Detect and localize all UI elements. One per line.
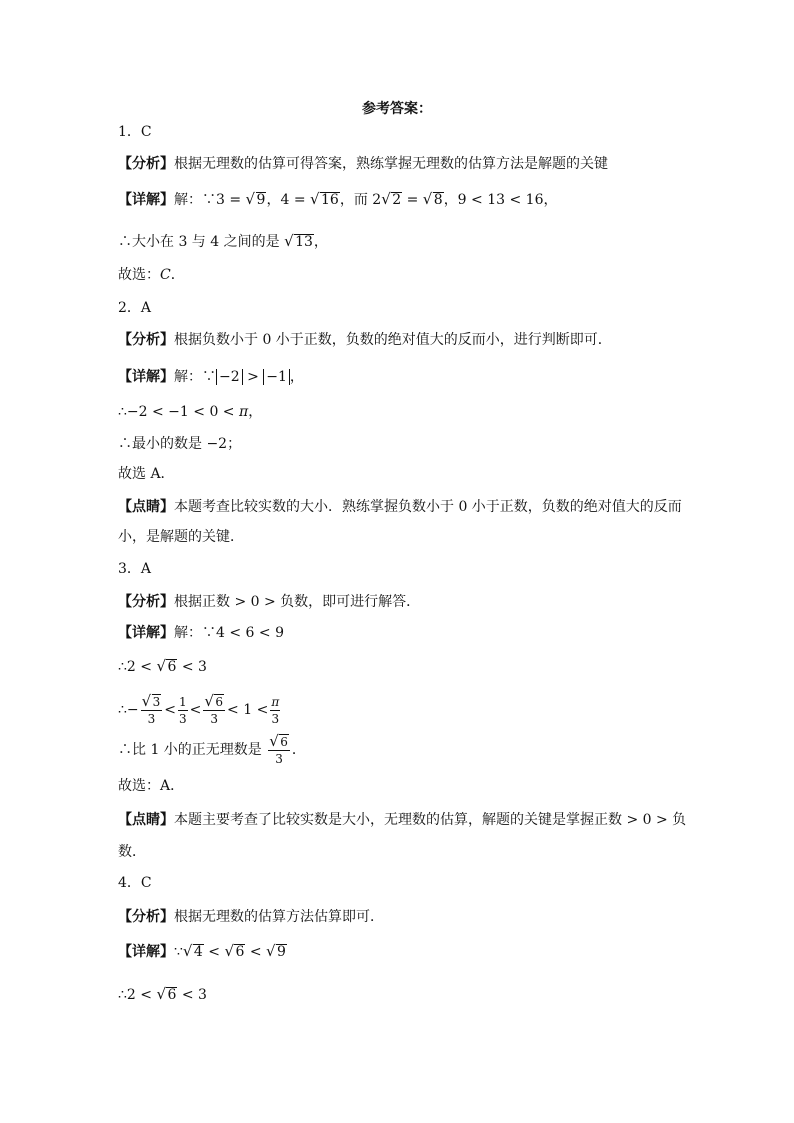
analysis-text: 根据无理数的估算可得答案，熟练掌握无理数的估算方法是解题的关键 bbox=[174, 156, 608, 172]
detail-tag: 【详解】 bbox=[118, 192, 174, 208]
q3-choice: 故选：A． bbox=[118, 778, 185, 794]
sqrt-13: √ 13 bbox=[285, 232, 314, 252]
q2-comment-cont: 小，是解题的关键． bbox=[118, 529, 244, 545]
page-title: 参考答案： bbox=[362, 101, 432, 117]
q3-fraction-order: ∴− √ $\frac{3}{3}$ < $\frac{1}{3}$ < √ $\frac{6}{3}$ < 1 < $\frac{\pi}{3}$ bbox=[118, 692, 282, 728]
q2-comment: 【点睛】本题考查比较实数的大小．熟练掌握负数小于 0 小于正数，负数的绝对值大的反而 bbox=[118, 499, 682, 515]
q2-analysis: 【分析】根据负数小于 0 小于正数，负数的绝对值大的反而小，进行判断即可． bbox=[118, 332, 612, 348]
q2-order: ∴−2 < −1 < 0 < π， bbox=[118, 404, 263, 420]
abs-minus-2: −2 bbox=[216, 369, 243, 385]
q3-comment-cont: 数． bbox=[118, 844, 146, 860]
q4-answer-head: 4．C bbox=[118, 875, 152, 891]
q4-detail: 【详解】∵√ 4 < √ 6 < √ 9 bbox=[118, 942, 287, 962]
q4-bound: ∴2 < √ 6 < 3 bbox=[118, 985, 207, 1005]
fraction-1-over-3: $\frac{1}{3}$ bbox=[179, 694, 187, 726]
q1-conclusion: ∴大小在 3 与 4 之间的是 √ 13， bbox=[118, 232, 328, 252]
abs-minus-1: −1 bbox=[263, 369, 290, 385]
q2-answer-head: 2．A bbox=[118, 300, 152, 316]
q1-answer-head: 1．C bbox=[118, 124, 152, 140]
q3-analysis: 【分析】根据正数 > 0 > 负数，即可进行解答． bbox=[118, 594, 421, 610]
q2-detail: 【详解】解：∵ −2 > −1 ， bbox=[118, 369, 304, 385]
q2-choice: 故选 A． bbox=[118, 466, 175, 482]
fraction-sqrt6-over-3-answer: √ $\frac{6}{3}$ bbox=[268, 734, 290, 767]
analysis-tag: 【分析】 bbox=[118, 156, 174, 172]
sqrt-2: √ 2 bbox=[382, 190, 402, 210]
fraction-sqrt3-over-3: √ $\frac{3}{3}$ bbox=[141, 694, 163, 727]
q3-answer-line: ∴比 1 小的正无理数是 √ $\frac{6}{3}$ ． bbox=[118, 732, 306, 768]
sqrt-9: √ 9 bbox=[247, 190, 267, 210]
sqrt-16: √ 16 bbox=[311, 190, 340, 210]
q1-choice: 故选：C． bbox=[118, 267, 185, 283]
q1-detail: 【详解】解：∵3 = √ 9，4 = √ 16，而 2√ 2 = √ 8，9 < 13 < 16， bbox=[118, 190, 558, 210]
q3-bound: ∴2 < √ 6 < 3 bbox=[118, 657, 207, 677]
fraction-sqrt6-over-3: √ $\frac{6}{3}$ bbox=[203, 694, 225, 727]
q3-answer-head: 3．A bbox=[118, 561, 152, 577]
q1-analysis bbox=[118, 154, 608, 174]
fraction-pi-over-3: $\frac{\pi}{3}$ bbox=[271, 694, 280, 726]
q4-analysis: 【分析】根据无理数的估算方法估算即可． bbox=[118, 909, 384, 925]
q2-min: ∴最小的数是 −2； bbox=[118, 436, 242, 452]
q3-detail: 【详解】解：∵4 < 6 < 9 bbox=[118, 625, 284, 641]
sqrt-8: √ 8 bbox=[424, 190, 444, 210]
q3-comment: 【点睛】本题主要考查了比较实数是大小，无理数的估算，解题的关键是掌握正数 > 0 > 负 bbox=[118, 812, 687, 828]
